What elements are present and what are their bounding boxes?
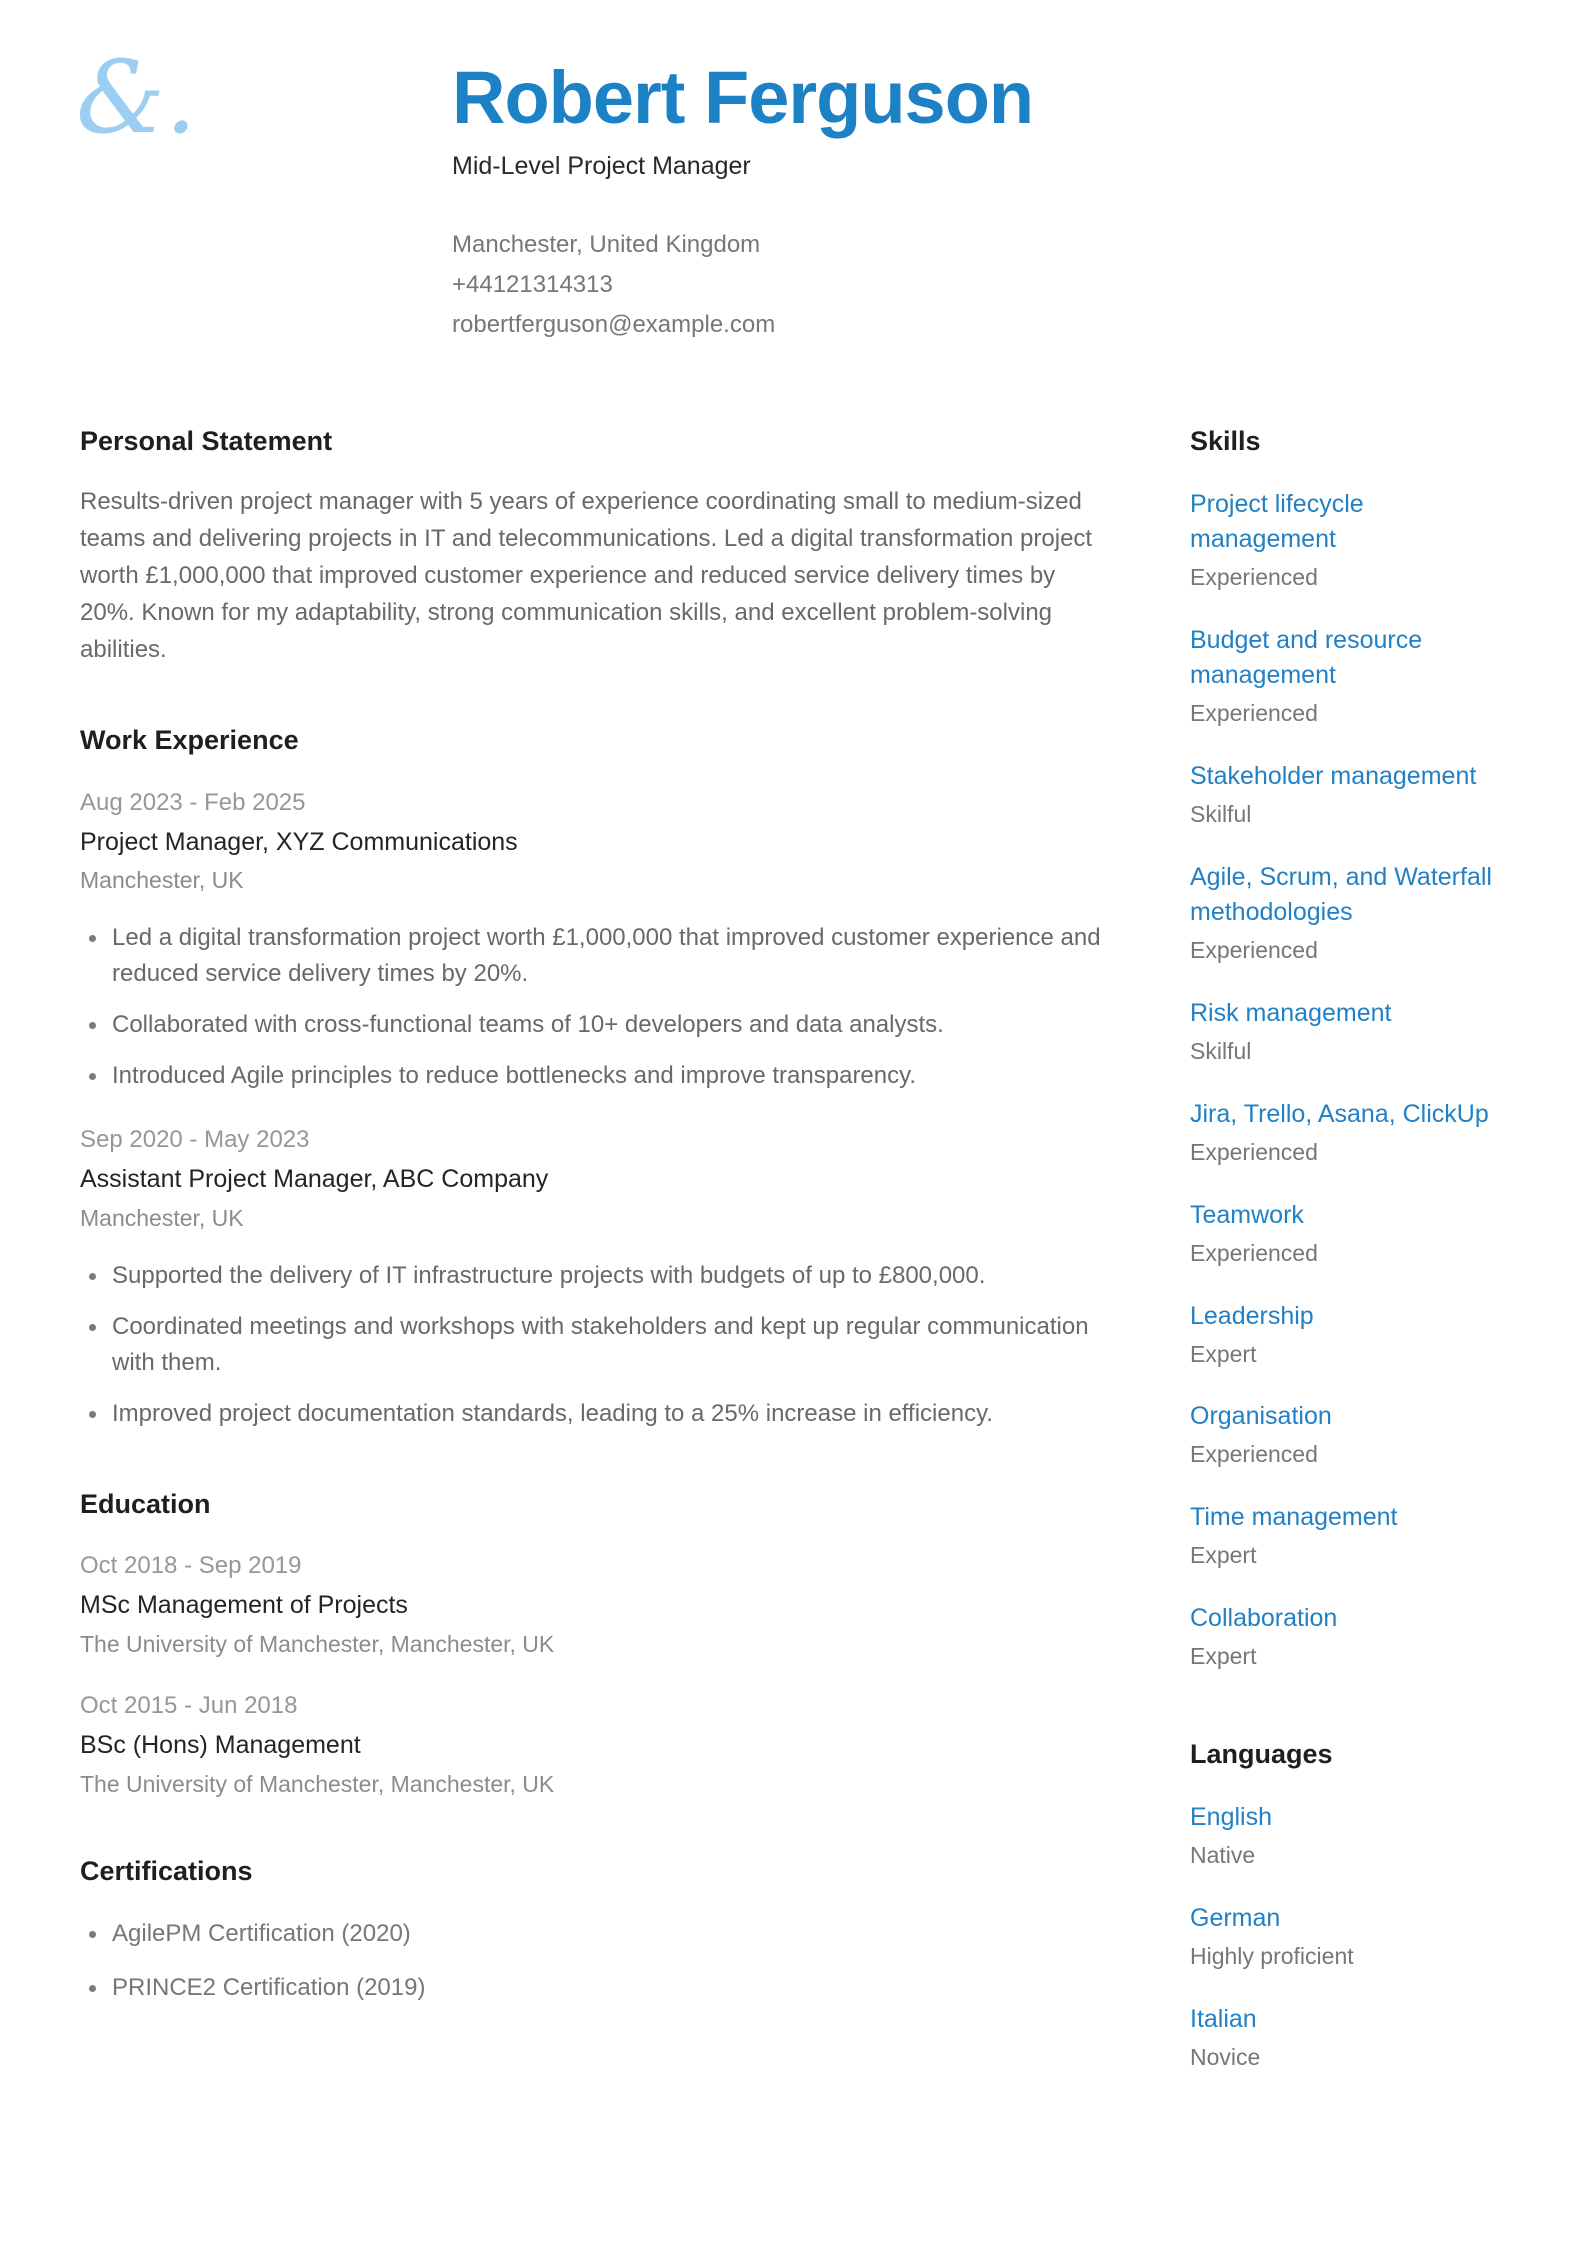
- skill-item: [1190, 1198, 1508, 1269]
- contact-block: [452, 225, 1508, 345]
- skill-level: Skilful: [1190, 1037, 1252, 1064]
- education-entry: [80, 1690, 1110, 1800]
- job-dates: Aug 2023 - Feb 2025: [80, 788, 306, 816]
- job-bullet-list: [80, 1258, 1110, 1432]
- job-bullet-list: [80, 920, 1110, 1094]
- job-title-line: Assistant Project Manager, ABC Company: [80, 1165, 549, 1194]
- language-name: Italian: [1190, 2005, 1257, 2034]
- education-institution: The University of Manchester, Manchester, UK: [80, 1630, 555, 1657]
- contact-phone: +44121314313: [452, 270, 613, 298]
- skill-level: Expert: [1190, 1542, 1257, 1569]
- language-item: [1190, 2002, 1508, 2073]
- languages-section: [1190, 1738, 1508, 2073]
- skill-level: Experienced: [1190, 564, 1318, 591]
- job-location: Manchester, UK: [80, 1204, 244, 1231]
- skill-level: Expert: [1190, 1340, 1257, 1367]
- language-item: [1190, 1800, 1508, 1871]
- skill-item: [1190, 1097, 1508, 1168]
- skill-name: Budget and resource management: [1190, 626, 1423, 690]
- skill-item: [1190, 860, 1508, 966]
- work-experience-heading: Work Experience: [80, 725, 299, 756]
- skill-item: [1190, 1399, 1508, 1470]
- skill-item: [1190, 1299, 1508, 1370]
- header: [0, 0, 1588, 345]
- certifications-list: [80, 1916, 1110, 2006]
- skill-name: Teamwork: [1190, 1200, 1304, 1229]
- language-item: [1190, 1901, 1508, 1972]
- education-degree: MSc Management of Projects: [80, 1591, 408, 1620]
- language-name: English: [1190, 1803, 1272, 1832]
- candidate-job-title: Mid-Level Project Manager: [452, 151, 751, 180]
- education-dates: Oct 2018 - Sep 2019: [80, 1552, 302, 1580]
- education-section: [80, 1488, 1110, 1800]
- skill-item: [1190, 759, 1508, 830]
- skill-name: Stakeholder management: [1190, 762, 1477, 791]
- job-entry: [80, 787, 1110, 1095]
- work-experience-section: [80, 724, 1110, 1432]
- candidate-name: Robert Ferguson: [452, 56, 1034, 139]
- certifications-heading: Certifications: [80, 1856, 253, 1887]
- education-heading: Education: [80, 1488, 211, 1519]
- certification-item: AgilePM Certification (2020): [80, 1916, 1110, 1952]
- skill-level: Experienced: [1190, 936, 1318, 963]
- skill-level: Experienced: [1190, 1138, 1318, 1165]
- skill-level: Experienced: [1190, 700, 1318, 727]
- bullet-item: Coordinated meetings and workshops with stakeholders and kept up regular communication with them.: [80, 1309, 1110, 1381]
- brand-ampersand-logo: &.: [76, 39, 197, 156]
- skill-item: [1190, 996, 1508, 1067]
- skill-level: Expert: [1190, 1643, 1257, 1670]
- skill-item: [1190, 623, 1508, 729]
- education-dates: Oct 2015 - Jun 2018: [80, 1691, 298, 1719]
- education-degree: BSc (Hons) Management: [80, 1731, 361, 1759]
- skill-item: [1190, 487, 1508, 593]
- bullet-item: Collaborated with cross-functional teams of 10+ developers and data analysts.: [80, 1007, 1110, 1043]
- skill-name: Organisation: [1190, 1402, 1332, 1431]
- skill-item: [1190, 1601, 1508, 1672]
- contact-location: Manchester, United Kingdom: [452, 230, 761, 258]
- skills-heading: Skills: [1190, 425, 1261, 456]
- skill-name: Leadership: [1190, 1301, 1314, 1330]
- skill-name: Agile, Scrum, and Waterfall methodologies: [1190, 862, 1492, 926]
- certification-item: PRINCE2 Certification (2019): [80, 1970, 1110, 2006]
- bullet-item: Improved project documentation standards, leading to a 25% increase in efficiency.: [80, 1396, 1110, 1432]
- bullet-item: Introduced Agile principles to reduce bottlenecks and improve transparency.: [80, 1058, 1110, 1094]
- language-level: Novice: [1190, 2044, 1261, 2071]
- bullet-item: Supported the delivery of IT infrastructure projects with budgets of up to £800,000.: [80, 1258, 1110, 1294]
- language-name: German: [1190, 1904, 1281, 1933]
- personal-statement-text: Results-driven project manager with 5 years of experience coordinating small to medium-sized teams and delivering projects in IT and telecommunications. Led a digital transformation project worth £1,000,000 that improved customer experience and reduced service delivery times by 20%. Known for my adaptability, strong communication skills, and excellent problem-solving abilities.: [80, 488, 1093, 664]
- skill-item: [1190, 1500, 1508, 1571]
- education-entry: [80, 1550, 1110, 1660]
- job-entry: [80, 1124, 1110, 1432]
- language-level: Highly proficient: [1190, 1943, 1354, 1970]
- personal-statement-heading: Personal Statement: [80, 425, 333, 456]
- languages-heading: Languages: [1190, 1739, 1333, 1770]
- language-level: Native: [1190, 1842, 1256, 1869]
- job-title-line: Project Manager, XYZ Communications: [80, 827, 518, 856]
- skills-section: [1190, 425, 1508, 1672]
- left-column: [80, 425, 1110, 2073]
- skill-name: Collaboration: [1190, 1604, 1338, 1633]
- right-column: [1190, 425, 1508, 2073]
- bullet-item: Led a digital transformation project worth £1,000,000 that improved customer experience and reduced service delivery times by 20%.: [80, 920, 1110, 992]
- contact-email: robertferguson@example.com: [452, 310, 776, 338]
- skill-level: Experienced: [1190, 1441, 1318, 1468]
- job-location: Manchester, UK: [80, 867, 244, 894]
- job-dates: Sep 2020 - May 2023: [80, 1126, 310, 1154]
- personal-statement-section: [80, 425, 1110, 668]
- skill-name: Time management: [1190, 1503, 1398, 1532]
- skill-name: Jira, Trello, Asana, ClickUp: [1190, 1099, 1489, 1128]
- skill-level: Skilful: [1190, 801, 1252, 828]
- main-content: [0, 425, 1588, 2073]
- skill-name: Project lifecycle management: [1190, 490, 1364, 554]
- skill-level: Experienced: [1190, 1239, 1318, 1266]
- skill-name: Risk management: [1190, 998, 1392, 1027]
- certifications-section: [80, 1855, 1110, 2005]
- education-institution: The University of Manchester, Manchester, UK: [80, 1770, 555, 1797]
